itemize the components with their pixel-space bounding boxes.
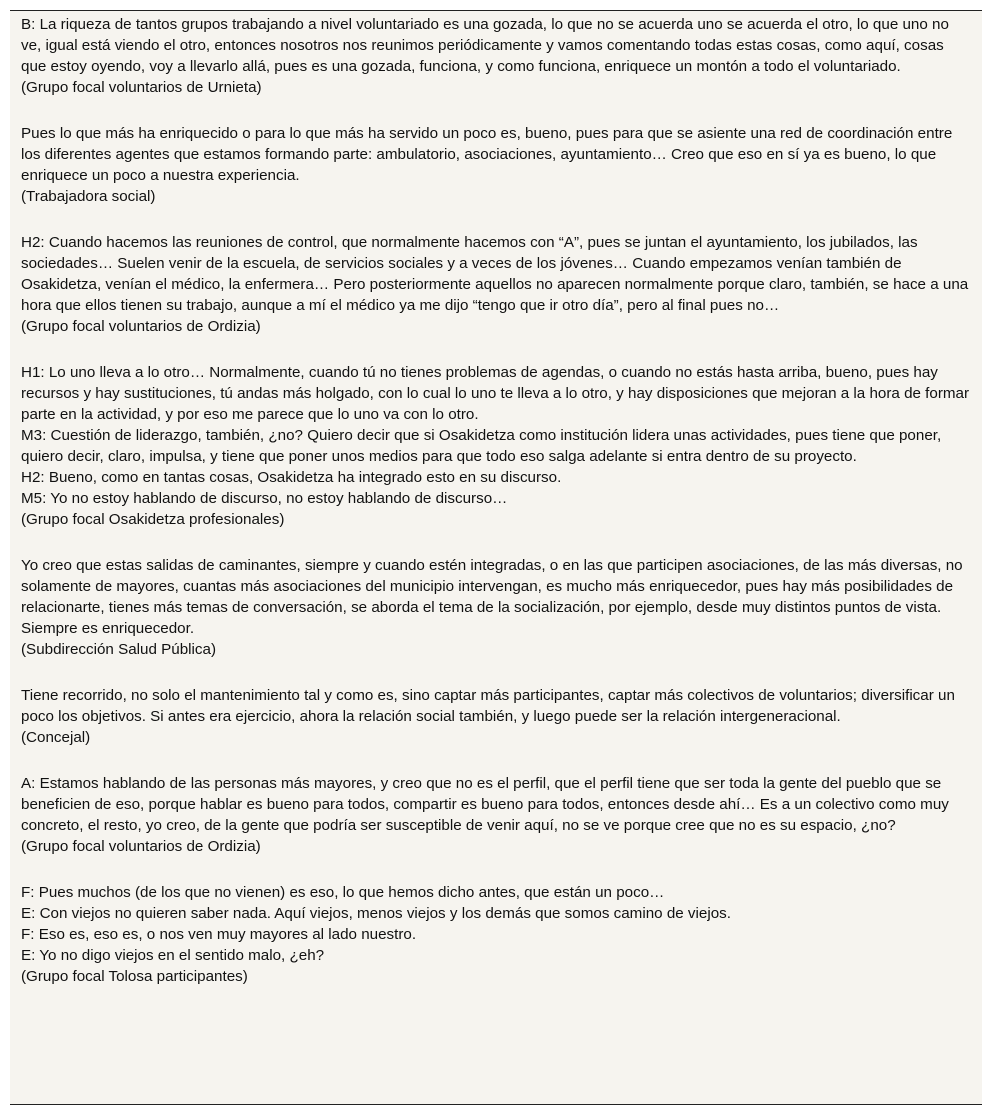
quote-text: Yo creo que estas salidas de caminantes, siempre y cuando estén integradas, o en las que participen asociaciones, de las más diversas, no solamente de mayores, cuantas más asociaciones del municipio intervengan, es mucho más enriquecedor, pues hay más posibilidades de relacionarte, tienes más temas de conversación, se aborda el tema de la socialización, por ejemplo, desde muy distintos puntos de vista. Siempre es enriquecedor. (21, 557, 963, 637)
quote-text: F: Pues muchos (de los que no vienen) es eso, lo que hemos dicho antes, que están un poco… (21, 884, 665, 901)
quote-text: A: Estamos hablando de las personas más mayores, y creo que no es el perfil, que el perfil tiene que ser toda la gente del pueblo que se beneficien de eso, porque hablar es bueno para todos, compartir es bueno para todos, entonces desde ahí… Es a un colectivo como muy concreto, el resto, yo creo, de la gente que podría ser susceptible de venir aquí, no se ve porque cree que no es su espacio, ¿no? (21, 775, 949, 834)
quote-text: Tiene recorrido, no solo el mantenimiento tal y como es, sino captar más participantes, captar más colectivos de voluntarios; diversificar un poco los objetivos. Si antes era ejercicio, ahora la relación social también, y luego puede ser la relación intergeneracional. (21, 687, 955, 725)
quote-block (21, 123, 970, 207)
quote-source: (Subdirección Salud Pública) (21, 641, 217, 658)
quote-block (21, 362, 970, 530)
quote-block (21, 882, 970, 987)
quote-text: M3: Cuestión de liderazgo, también, ¿no? Quiero decir que si Osakidetza como institución lidera unas actividades, pues tiene que poner, quiero decir, claro, impulsa, y tiene que poner unos medios para que todo eso salga adelante si entra dentro de su proyecto. (21, 427, 942, 465)
quote-block (21, 773, 970, 857)
quote-source: (Grupo focal Tolosa participantes) (21, 968, 248, 985)
quote-source: (Concejal) (21, 729, 91, 746)
quote-text: B: La riqueza de tantos grupos trabajando a nivel voluntariado es una gozada, lo que no se acuerda uno se acuerda el otro, lo que uno no ve, igual está viendo el otro, entonces nosotros nos reunimos periódicamente y vamos comentando todas estas cosas, como aquí, cosas que estoy oyendo, voy a llevarlo allá, pues es una gozada, funciona, y como funciona, enriquece un montón a todo el voluntariado. (21, 16, 949, 75)
quote-text: H2: Cuando hacemos las reuniones de control, que normalmente hacemos con “A”, pues se juntan el ayuntamiento, los jubilados, las sociedades… Suelen venir de la escuela, de servicios sociales y a veces de los jóvenes… Cuando empezamos venían también de Osakidetza, venían el médico, la enfermera… Pero posteriormente aquellos no aparecen normalmente porque claro, también, se hace a una hora que ellos tienen su trabajo, aunque a mí el médico ya me dijo “tengo que ir otro día”, pero al final pues no… (21, 234, 969, 314)
quotes-box (10, 10, 982, 1105)
quote-source: (Grupo focal voluntarios de Urnieta) (21, 79, 262, 96)
quote-source: (Grupo focal voluntarios de Ordizia) (21, 838, 261, 855)
quote-text: Pues lo que más ha enriquecido o para lo que más ha servido un poco es, bueno, pues para que se asiente una red de coordinación entre los diferentes agentes que estamos formando parte: ambulatorio, asociaciones, ayuntamiento… Creo que eso en sí ya es bueno, lo que enriquece un poco a nuestra experiencia. (21, 125, 953, 184)
quote-text: H1: Lo uno lleva a lo otro… Normalmente, cuando tú no tienes problemas de agendas, o cuando no estás hasta arriba, bueno, pues hay recursos y hay sustituciones, tú andas más holgado, con lo cual lo uno te lleva a lo otro, y hay disposiciones que mejoran a la hora de formar parte en la actividad, y por eso me parece que lo uno va con lo otro. (21, 364, 970, 423)
quote-block (21, 555, 970, 660)
quote-text: H2: Bueno, como en tantas cosas, Osakidetza ha integrado esto en su discurso. (21, 469, 562, 486)
quote-block (21, 232, 970, 337)
quote-text: E: Con viejos no quieren saber nada. Aquí viejos, menos viejos y los demás que somos camino de viejos. (21, 905, 731, 922)
quote-text: M5: Yo no estoy hablando de discurso, no estoy hablando de discurso… (21, 490, 508, 507)
quote-text: E: Yo no digo viejos en el sentido malo, ¿eh? (21, 947, 325, 964)
quote-source: (Grupo focal Osakidetza profesionales) (21, 511, 285, 528)
quote-text: F: Eso es, eso es, o nos ven muy mayores al lado nuestro. (21, 926, 417, 943)
quote-block (21, 14, 970, 98)
quote-source: (Grupo focal voluntarios de Ordizia) (21, 318, 261, 335)
quote-source: (Trabajadora social) (21, 188, 156, 205)
quote-block (21, 685, 970, 748)
